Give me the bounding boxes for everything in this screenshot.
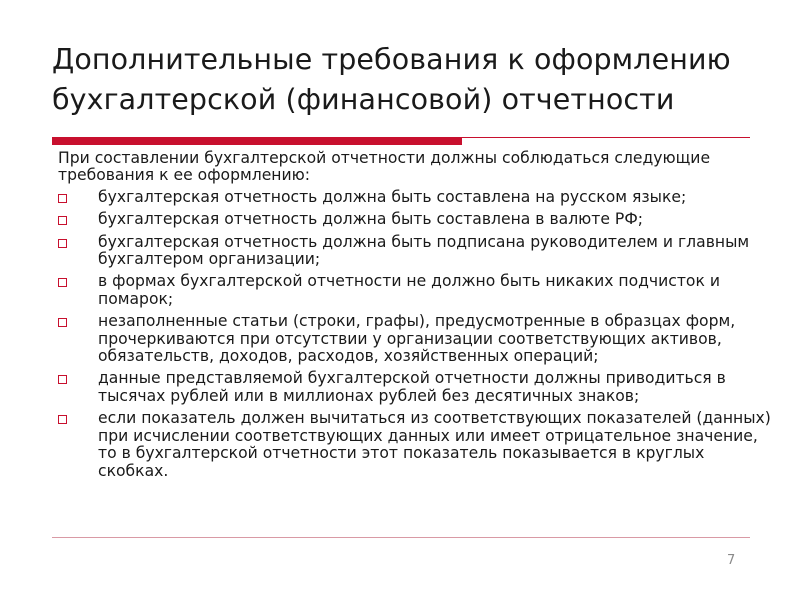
list-item: [56, 313, 776, 365]
list-item: [56, 273, 776, 308]
intro-paragraph: [56, 150, 776, 185]
list-item: [56, 370, 776, 405]
square-bullet-icon: [58, 239, 67, 248]
square-bullet-icon: [58, 375, 67, 384]
requirements-list: [56, 189, 776, 480]
page-number: 7: [727, 553, 736, 568]
slide-title: Дополнительные требования к оформлению бухгалтерской (финансовой) отчетности: [52, 43, 731, 116]
slide-content: [56, 150, 776, 485]
list-item-text: бухгалтерская отчетность должна быть подписана руководителем и главным бухгалтером организации;: [98, 232, 750, 269]
list-item-text: данные представляемой бухгалтерской отчетности должны приводиться в тысячах рублей или в миллионах рублей без десятичных знаков;: [98, 369, 726, 405]
list-item: [56, 234, 776, 269]
square-bullet-icon: [58, 216, 67, 225]
list-item-text: бухгалтерская отчетность должна быть составлена в валюте РФ;: [98, 210, 643, 229]
list-item-text: бухгалтерская отчетность должна быть составлена на русском языке;: [98, 187, 687, 206]
list-item: [56, 410, 776, 480]
square-bullet-icon: [58, 278, 67, 287]
square-bullet-icon: [58, 415, 67, 424]
list-item-text: незаполненные статьи (строки, графы), предусмотренные в образцах форм, прочеркиваются при отсутствии у организации соответствующих активов, обязательств, доходов, расходов, хозяйственных операций;: [98, 312, 736, 366]
square-bullet-icon: [58, 194, 67, 203]
intro-text: При составлении бухгалтерской отчетности должны соблюдаться следующие требования к ее оформлению:: [58, 149, 711, 185]
list-item-text: в формах бухгалтерской отчетности не должно быть никаких подчисток и помарок;: [98, 272, 720, 308]
list-item: [56, 189, 776, 206]
list-item-text: если показатель должен вычитаться из соответствующих показателей (данных) при исчислении соответствующих данных или имеет отрицательное значение, то в бухгалтерской отчетности этот показатель показывается в круглых скобках.: [98, 409, 771, 480]
title-accent-bar: [52, 137, 462, 145]
square-bullet-icon: [58, 318, 67, 327]
list-item: [56, 211, 776, 228]
footer-divider: [52, 537, 750, 538]
title-accent-line: [462, 137, 750, 138]
